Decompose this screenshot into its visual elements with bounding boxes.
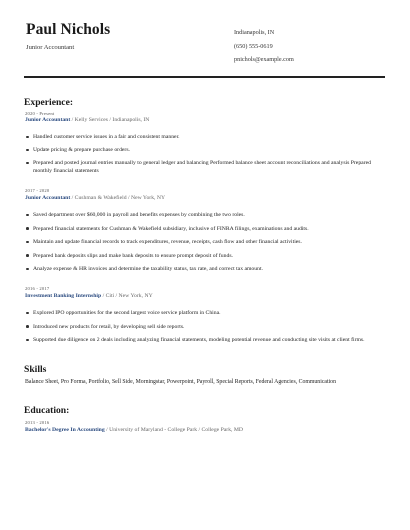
skills-heading: Skills (24, 364, 47, 375)
list-item: Handled customer service issues in a fair and consistent manner. (25, 133, 380, 141)
list-item: Prepared financial statements for Cushman & Wakefield subsidiary, inclusive of FINRA filings, examinations and audits. (25, 225, 380, 233)
job-details: / Cushman & Wakefield / New York, NY (70, 195, 166, 201)
list-item: Explored IPO opportunities for the second largest voice service platform in China. (25, 309, 380, 317)
education-entry (25, 427, 243, 433)
job-details: / Kelly Services / Indianapolis, IN (70, 117, 150, 123)
list-item: Prepared bank deposits slips and make bank deposits to ensure prompt deposit of funds. (25, 252, 380, 260)
skills-list: Balance Sheet, Pro Forma, Portfolio, Sell Side, Morningstar, Powerpoint, Payroll, Special Reports, Federal Agencies, Communication (25, 379, 336, 385)
contact-phone: (650) 555-0619 (234, 43, 273, 50)
list-item: Maintain and update financial records to track expenditures, revenue, receipts, cash flow and other financial activities. (25, 238, 380, 246)
candidate-title: Junior Accountant (26, 44, 75, 51)
job-dates: 2016 - 2017 (25, 286, 50, 291)
job-details: / Citi / New York, NY (101, 293, 153, 299)
list-item: Supported due diligence on 2 deals including analyzing financial statements, modeling potential revenue and conducting site visits at client firms. (25, 336, 380, 344)
experience-heading: Experience: (24, 97, 74, 108)
job-role: Investment Banking Internship (25, 293, 102, 299)
job-bullet-list (25, 133, 380, 175)
header-divider (24, 76, 385, 78)
job-role: Junior Accountant (25, 195, 71, 201)
school-details: / University of Maryland - College Park / College Park, MD (104, 427, 244, 433)
education-heading: Education: (24, 405, 70, 416)
job-entry (25, 293, 153, 299)
degree-name: Bachelor's Degree In Accounting (25, 427, 105, 433)
list-item: Saved department over $60,000 in payroll and benefits expenses by combining the two roles. (25, 211, 380, 219)
education-dates: 2013 - 2016 (25, 420, 50, 425)
job-role: Junior Accountant (25, 117, 71, 123)
list-item: Update pricing & prepare purchase orders. (25, 146, 380, 154)
candidate-name: Paul Nichols (26, 21, 111, 38)
list-item: Analyze expense & HR invoices and determine the taxability status, tax rate, and correct tax amount. (25, 265, 380, 273)
job-dates: 2020 - Present (25, 111, 55, 116)
job-dates: 2017 - 2020 (25, 188, 50, 193)
job-bullet-list (25, 309, 380, 344)
job-bullet-list (25, 211, 380, 273)
job-entry (25, 117, 149, 123)
list-item: Introduced new products for retail, by developing sell side reports. (25, 323, 380, 331)
list-item: Prepared and posted journal entries manually to general ledger and balancing Performed balance sheet account reconciliations and analysis Prepared monthly financial statements (25, 159, 380, 175)
contact-location: Indianapolis, IN (234, 29, 275, 36)
job-entry (25, 195, 165, 201)
contact-email: pnichols@example.com (234, 56, 294, 63)
